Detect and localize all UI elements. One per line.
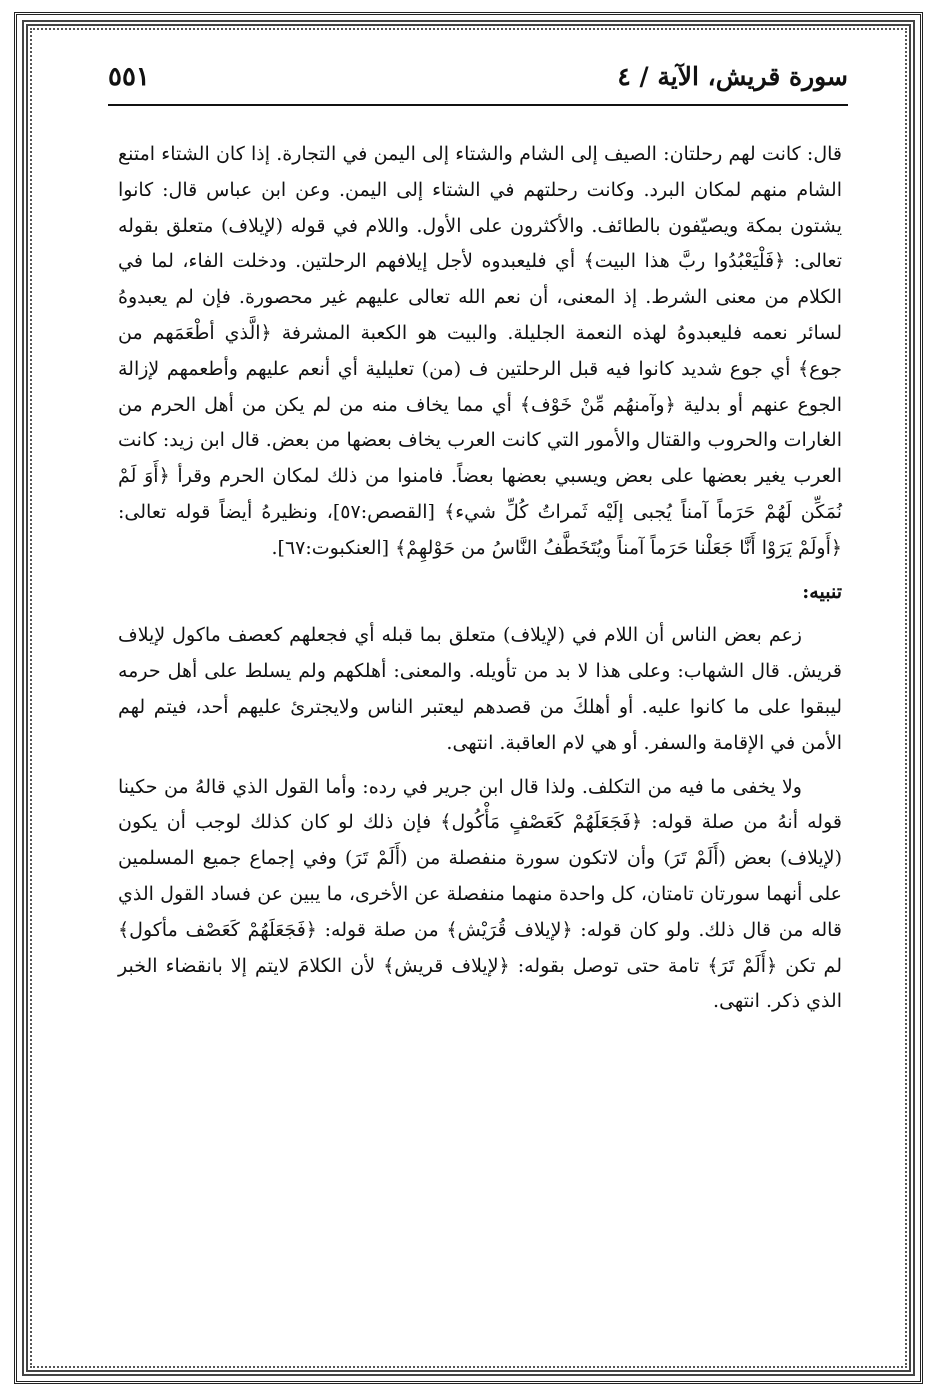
header-rule [108, 104, 848, 106]
note-heading: تنبيه: [802, 580, 842, 603]
page-body [118, 137, 842, 1020]
page-header [108, 62, 848, 102]
running-title: سورة قريش، الآية / ٤ [617, 62, 848, 91]
body-paragraph: قال: كانت لهم رحلتان: الصيف إلى الشام والشتاء إلى اليمن في التجارة. إذا كان الشتاء امتنع الشام منهم لمكان البرد. وكانت رحلتهم في الشتاء إلى اليمن. وعن ابن عباس قال: كانوا يشتون بمكة ويصيّفون بالطائف. والأكثرون على الأول. واللام في قوله (لإيلاف) متعلق بقوله تعالى: ﴿فَلْيَعْبُدُوا ربَّ هذا البيت﴾ أي فليعبدوه لأجل إيلافهم الرحلتين. ودخلت الفاء، لما في الكلام من معنى الشرط. إذ المعنى، أن نعم الله تعالى عليهم غير محصورة. فإن لم يعبدوهُ لسائر نعمه فليعبدوهُ لهذه النعمة الجليلة. والبيت هو الكعبة المشرفة ﴿الَّذي أطْعَمَهم من جوع﴾ أي جوع شديد كانوا فيه قبل الرحلتين ف (من) تعليلية أي أنعم عليهم وأطعمهم لإزالة الجوع عنهم أو بدلية ﴿وآمنهُم مِّنْ خَوْف﴾ أي مما يخاف منه من لم يكن من أهل الحرم من الغارات والحروب والقتال والأمور التي كانت العرب يخاف بعضها من بعض. قال ابن زيد: كانت العرب يغير بعضها على بعض ويسبي بعضها بعضاً. فامنوا من ذلك لمكان الحرم وقرأ ﴿أَوَ لَمْ نُمَكِّن لَهُمْ حَرَماً آمناً يُجبى إلَيْه ثَمراتُ كُلِّ شيء﴾ [القصص:٥٧]، ونظيرهُ أيضاً قوله تعالى: ﴿أَولَمْ يَرَوْا أَنَّا جَعَلْنا حَرَماً آمناً ويُتَخَطَّفُ النَّاسُ من حَوْلهِمْ﴾ [العنكبوت:٦٧]. [118, 143, 842, 559]
body-paragraph: زعم بعض الناس أن اللام في (لإيلاف) متعلق بما قبله أي فجعلهم كعصف ماكول لإيلاف قريش. قال الشهاب: وعلى هذا لا بد من تأويله. والمعنى: أهلكهم ولم يسلط على أهل حرمه ليبقوا على ما كانوا عليه. أو أهلكَ من قصدهم ليعتبر الناس ولايجترئ عليهم أحد، فيتم لهم الأمن في الإقامة والسفر. أو هي لام العاقبة. انتهى. [118, 624, 842, 754]
page-number: ٥٥١ [108, 62, 150, 92]
body-paragraph: ولا يخفى ما فيه من التكلف. ولذا قال ابن جرير في رده: وأما القول الذي قالهُ من حكينا قوله أنهُ من صلة قوله: ﴿فَجَعَلَهُمْ كَعَصْفٍ مَأْكُول﴾ فإن ذلك لو كان كذلك لوجب أن يكون (لإيلاف) بعض (أَلَمْ تَرَ) وأن لاتكون سورة منفصلة من (أَلَمْ تَرَ) وفي إجماع جميع المسلمين على أنهما سورتان تامتان، كل واحدة منهما منفصلة عن الأخرى، ما يبين عن فساد القول الذي قاله من قال ذلك. ولو كان قوله: ﴿لإيلاف قُرَيْش﴾ من صلة قوله: ﴿فَجَعَلَهُمْ كَعَصْف مأكول﴾ لم تكن ﴿أَلَمْ تَرَ﴾ تامة حتى توصل بقوله: ﴿لإيلاف قريش﴾ لأن الكلامَ لايتم إلا بانقضاء الخبر الذي ذكر. انتهى. [118, 775, 842, 1013]
